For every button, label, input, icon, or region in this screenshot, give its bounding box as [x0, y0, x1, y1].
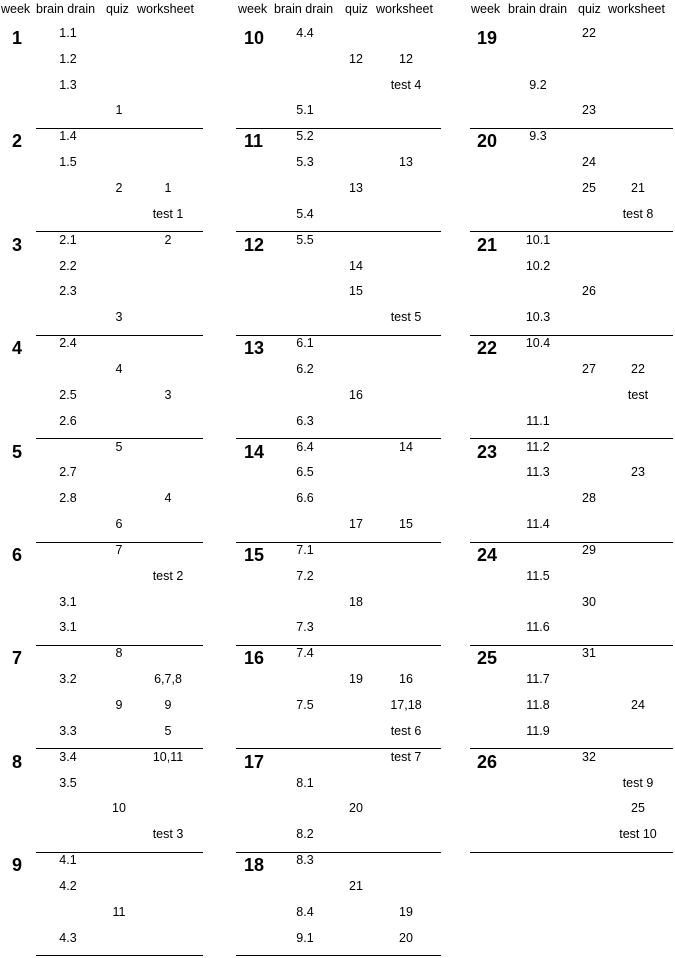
- quiz-cell: 32: [582, 749, 596, 764]
- brain-drain-cell: 11.5: [526, 568, 550, 583]
- week-divider: [36, 955, 203, 956]
- worksheet-cell: 16: [399, 672, 413, 687]
- header-brain-drain: brain drain: [508, 2, 568, 16]
- week-number: 9: [12, 855, 23, 876]
- week-number: 10: [244, 28, 265, 48]
- brain-drain-cell: 11.9: [526, 723, 550, 738]
- quiz-cell: 31: [582, 646, 596, 661]
- quiz-cell: 21: [349, 879, 363, 893]
- brain-drain-cell: 11.2: [526, 439, 550, 454]
- brain-drain-cell: 1.4: [59, 129, 77, 144]
- brain-drain-cell: 6.6: [296, 491, 314, 506]
- brain-drain-cell: 5.1: [296, 103, 314, 118]
- quiz-cell: 7: [115, 543, 123, 557]
- brain-drain-cell: 2.4: [59, 336, 77, 351]
- brain-drain-cell: 11.4: [526, 517, 550, 531]
- header-quiz: quiz: [106, 2, 129, 16]
- quiz-cell: 9: [115, 698, 123, 712]
- header-worksheet: worksheet: [608, 2, 665, 16]
- quiz-cell: 18: [349, 594, 363, 609]
- brain-drain-cell: 3.2: [59, 672, 77, 687]
- week-divider: [236, 645, 441, 646]
- week-divider: [470, 128, 673, 129]
- brain-drain-cell: 2.7: [59, 465, 77, 480]
- header-worksheet: worksheet: [137, 2, 194, 16]
- brain-drain-cell: 1.3: [59, 77, 77, 92]
- brain-drain-cell: 7.5: [296, 698, 314, 712]
- quiz-cell: 3: [115, 310, 123, 325]
- quiz-cell: 30: [582, 594, 596, 609]
- week-number: 4: [12, 338, 23, 359]
- brain-drain-cell: 10.4: [525, 336, 551, 351]
- worksheet-cell: test 8: [622, 206, 654, 221]
- week-number: 16: [244, 648, 265, 669]
- header-brain-drain: brain drain: [36, 2, 96, 16]
- quiz-cell: 24: [582, 155, 596, 170]
- week-number: 18: [244, 855, 265, 876]
- brain-drain-cell: 7.3: [296, 620, 314, 635]
- quiz-cell: 28: [582, 491, 596, 506]
- worksheet-cell: test 3: [152, 827, 184, 842]
- brain-drain-cell: 5.4: [296, 206, 314, 221]
- brain-drain-cell: 11.8: [526, 698, 550, 712]
- worksheet-cell: 4: [164, 491, 172, 506]
- brain-drain-cell: 6.2: [296, 362, 314, 376]
- quiz-cell: 20: [349, 801, 363, 816]
- week-divider: [236, 335, 441, 336]
- week-number: 5: [12, 441, 23, 462]
- week-number: 23: [477, 441, 498, 462]
- worksheet-cell: 1: [164, 181, 172, 195]
- brain-drain-cell: 6.5: [296, 465, 314, 480]
- worksheet-cell: 15: [399, 517, 413, 531]
- brain-drain-cell: 11.7: [526, 672, 550, 687]
- quiz-cell: 19: [349, 672, 363, 687]
- worksheet-cell: 20: [399, 930, 413, 945]
- quiz-cell: 12: [349, 51, 363, 66]
- worksheet-cell: 13: [399, 155, 413, 170]
- brain-drain-cell: 2.1: [59, 232, 77, 247]
- brain-drain-cell: 10.2: [525, 258, 551, 273]
- header-week: week: [471, 2, 501, 16]
- week-divider: [470, 231, 673, 232]
- week-number: 14: [244, 441, 265, 462]
- worksheet-cell: 17,18: [390, 698, 422, 712]
- header-brain-drain: brain drain: [274, 2, 334, 16]
- worksheet-cell: test 5: [390, 310, 422, 325]
- week-number: 12: [244, 234, 265, 255]
- brain-drain-cell: 6.1: [296, 336, 314, 351]
- worksheet-cell: test 10: [619, 827, 657, 842]
- worksheet-cell: 24: [631, 698, 645, 712]
- worksheet-cell: 23: [631, 465, 645, 480]
- brain-drain-cell: 9.3: [529, 129, 547, 144]
- worksheet-cell: 12: [399, 51, 413, 66]
- brain-drain-cell: 3.4: [59, 749, 77, 764]
- brain-drain-cell: 9.2: [529, 77, 547, 92]
- quiz-cell: 17: [349, 517, 363, 531]
- quiz-cell: 15: [349, 284, 363, 299]
- week-divider: [236, 128, 441, 129]
- brain-drain-cell: 4.4: [296, 26, 314, 40]
- week-number: 7: [12, 648, 23, 669]
- brain-drain-cell: 11.6: [526, 620, 550, 635]
- week-divider: [470, 438, 673, 439]
- quiz-cell: 27: [582, 362, 596, 376]
- week-divider: [236, 231, 441, 232]
- week-number: 15: [244, 545, 265, 565]
- brain-drain-cell: 4.1: [59, 853, 77, 868]
- brain-drain-cell: 5.2: [296, 129, 314, 144]
- quiz-cell: 16: [349, 387, 363, 402]
- week-number: 1: [12, 28, 23, 48]
- worksheet-cell: test 7: [390, 749, 422, 764]
- quiz-cell: 29: [582, 543, 596, 557]
- brain-drain-cell: 9.1: [296, 930, 314, 945]
- worksheet-cell: 10,11: [152, 749, 184, 764]
- brain-drain-cell: 2.5: [59, 387, 77, 402]
- brain-drain-cell: 5.5: [296, 232, 314, 247]
- worksheet-cell: test 6: [390, 723, 422, 738]
- worksheet-cell: 19: [399, 904, 413, 919]
- brain-drain-cell: 1.1: [59, 26, 77, 40]
- week-number: 17: [244, 751, 265, 772]
- worksheet-cell: 14: [399, 439, 413, 454]
- worksheet-cell: test 9: [622, 775, 654, 790]
- quiz-cell: 22: [582, 26, 596, 40]
- quiz-cell: 5: [115, 439, 123, 454]
- brain-drain-cell: 8.2: [296, 827, 314, 842]
- week-number: 22: [477, 338, 498, 359]
- brain-drain-cell: 3.3: [59, 723, 77, 738]
- week-divider: [470, 852, 673, 853]
- quiz-cell: 2: [115, 181, 123, 195]
- quiz-cell: 11: [112, 904, 126, 919]
- brain-drain-cell: 8.1: [296, 775, 314, 790]
- week-number: 13: [244, 338, 265, 359]
- header-week: week: [1, 2, 31, 16]
- quiz-cell: 23: [582, 103, 596, 118]
- quiz-cell: 6: [115, 517, 123, 531]
- brain-drain-cell: 10.3: [525, 310, 551, 325]
- week-divider: [470, 335, 673, 336]
- brain-drain-cell: 7.2: [296, 568, 314, 583]
- brain-drain-cell: 11.1: [526, 413, 550, 428]
- worksheet-cell: 25: [631, 801, 645, 816]
- week-number: 11: [244, 131, 264, 152]
- brain-drain-cell: 10.1: [525, 232, 551, 247]
- worksheet-cell: test: [627, 387, 649, 402]
- worksheet-cell: 9: [164, 698, 172, 712]
- worksheet-cell: test 4: [390, 77, 422, 92]
- brain-drain-cell: 11.3: [526, 465, 550, 480]
- header-quiz: quiz: [345, 2, 368, 16]
- brain-drain-cell: 4.2: [59, 879, 77, 893]
- week-number: 2: [12, 131, 23, 152]
- brain-drain-cell: 7.1: [296, 543, 314, 557]
- worksheet-cell: 2: [164, 232, 172, 247]
- header-quiz: quiz: [578, 2, 601, 16]
- week-number: 6: [12, 545, 23, 565]
- week-number: 21: [477, 234, 498, 255]
- worksheet-cell: 21: [631, 181, 645, 195]
- quiz-cell: 13: [349, 181, 363, 195]
- week-divider: [236, 955, 441, 956]
- brain-drain-cell: 2.6: [59, 413, 77, 428]
- brain-drain-cell: 5.3: [296, 155, 314, 170]
- brain-drain-cell: 7.4: [296, 646, 314, 661]
- header-worksheet: worksheet: [376, 2, 433, 16]
- week-number: 24: [477, 545, 498, 565]
- quiz-cell: 1: [115, 103, 123, 118]
- week-number: 3: [12, 234, 23, 255]
- worksheet-cell: test 1: [152, 206, 184, 221]
- week-number: 26: [477, 751, 498, 772]
- week-number: 19: [477, 28, 498, 48]
- header-week: week: [238, 2, 268, 16]
- week-number: 20: [477, 131, 498, 152]
- quiz-cell: 14: [349, 258, 363, 273]
- worksheet-cell: 5: [164, 723, 172, 738]
- brain-drain-cell: 6.4: [296, 439, 314, 454]
- quiz-cell: 26: [582, 284, 596, 299]
- brain-drain-cell: 2.2: [59, 258, 77, 273]
- week-number: 8: [12, 751, 23, 772]
- brain-drain-cell: 8.4: [296, 904, 314, 919]
- week-divider: [236, 852, 441, 853]
- quiz-cell: 8: [115, 646, 123, 661]
- worksheet-cell: 22: [631, 362, 645, 376]
- brain-drain-cell: 4.3: [59, 930, 77, 945]
- brain-drain-cell: 6.3: [296, 413, 314, 428]
- quiz-cell: 4: [115, 362, 123, 376]
- worksheet-cell: test 2: [152, 568, 184, 583]
- brain-drain-cell: 2.8: [59, 491, 77, 506]
- quiz-cell: 25: [582, 181, 596, 195]
- worksheet-cell: 6,7,8: [154, 672, 182, 687]
- brain-drain-cell: 3.1: [59, 620, 77, 635]
- week-divider: [236, 542, 441, 543]
- brain-drain-cell: 3.1: [59, 594, 77, 609]
- quiz-cell: 10: [112, 801, 126, 816]
- brain-drain-cell: 1.2: [59, 51, 77, 66]
- week-number: 25: [477, 648, 498, 669]
- brain-drain-cell: 8.3: [296, 853, 314, 868]
- brain-drain-cell: 3.5: [59, 775, 77, 790]
- brain-drain-cell: 2.3: [59, 284, 77, 299]
- brain-drain-cell: 1.5: [59, 155, 77, 170]
- worksheet-cell: 3: [164, 387, 172, 402]
